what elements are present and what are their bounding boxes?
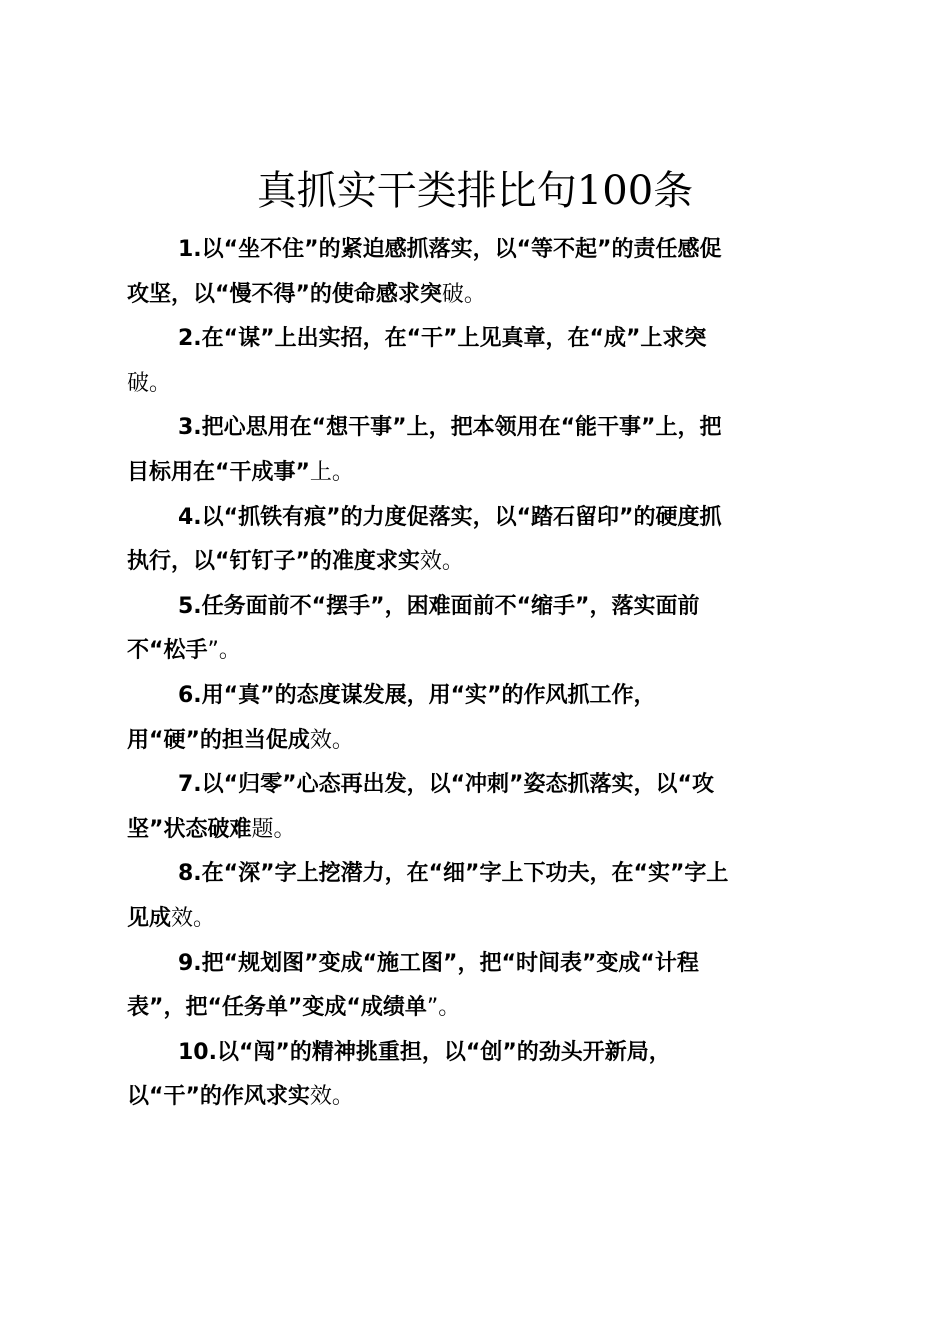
regular-text: 上。: [309, 459, 354, 485]
item-line: [127, 273, 827, 318]
list-item: [127, 406, 827, 495]
item-line: [127, 629, 827, 674]
bold-text: 7.以“归零”心态再出发，以“冲刺”姿态抓落实，以“攻: [178, 772, 714, 798]
bold-text: 5.任务面前不“摆手”，困难面前不“缩手”，落实面前: [178, 593, 700, 619]
item-line: [127, 942, 827, 987]
regular-text: 效。: [309, 727, 354, 753]
item-line: [127, 496, 827, 541]
list-item: [127, 852, 827, 941]
item-line: [127, 763, 827, 808]
item-line: [127, 1031, 827, 1076]
item-line: [127, 362, 827, 407]
item-line: [127, 317, 827, 362]
list-item: [127, 585, 827, 674]
list-item: [127, 317, 827, 406]
bold-text: 9.把“规划图”变成“施工图”，把“时间表”变成“计程: [178, 950, 699, 976]
item-line: [127, 451, 827, 496]
regular-text: 破。: [127, 370, 172, 396]
bold-text: 以“干”的作风求实: [127, 1084, 310, 1110]
item-line: [127, 406, 827, 451]
item-line: [127, 719, 827, 764]
item-line: [127, 808, 827, 853]
bold-text: 3.把心思用在“想干事”上，把本领用在“能干事”上，把: [178, 415, 722, 441]
regular-text: 效。: [309, 1084, 354, 1110]
bold-text: 2.在“谋”上出实招，在“干”上见真章，在“成”上求突: [178, 326, 707, 352]
item-line: [127, 897, 827, 942]
bold-text: 1.以“坐不住”的紧迫感抓落实，以“等不起”的责任感促: [178, 237, 722, 262]
regular-text: 破。: [441, 281, 486, 307]
document-body: [127, 228, 827, 1120]
bold-text: 坚”状态破难: [127, 816, 252, 842]
document-title: 真抓实干类排比句100条: [256, 168, 694, 214]
item-line: [127, 540, 827, 585]
bold-text: 6.用“真”的态度谋发展，用“实”的作风抓工作，: [178, 682, 656, 708]
item-line: [127, 986, 827, 1031]
bold-text: 8.在“深”字上挖潜力，在“细”字上下功夫，在“实”字上: [178, 861, 729, 887]
item-line: [127, 585, 827, 630]
regular-text: ”。: [207, 638, 241, 664]
regular-text: 效。: [171, 905, 216, 931]
bold-text: 目标用在“干成事”: [127, 459, 310, 485]
item-line: [127, 228, 827, 273]
bold-text: 用“硬”的担当促成: [127, 727, 310, 753]
regular-text: ”。: [426, 995, 461, 1021]
bold-text: 攻坚，以“慢不得”的使命感求突: [127, 281, 442, 307]
bold-text: 表”，把“任务单”变成“成绩单: [127, 995, 427, 1021]
bold-text: 不“松手: [127, 638, 208, 664]
list-item: [127, 942, 827, 1031]
regular-text: 效。: [419, 549, 464, 575]
item-line: [127, 674, 827, 719]
bold-text: 10.以“闯”的精神挑重担，以“创”的劲头开新局，: [178, 1039, 671, 1065]
item-line: [127, 852, 827, 897]
item-line: [127, 1075, 827, 1120]
bold-text: 4.以“抓铁有痕”的力度促落实，以“踏石留印”的硬度抓: [178, 504, 722, 530]
regular-text: 题。: [251, 816, 296, 842]
list-item: [127, 228, 827, 317]
list-item: [127, 674, 827, 763]
list-item: [127, 496, 827, 585]
bold-text: 执行，以“钉钉子”的准度求实: [127, 549, 420, 575]
list-item: [127, 763, 827, 852]
list-item: [127, 1031, 827, 1120]
bold-text: 见成: [127, 905, 172, 931]
